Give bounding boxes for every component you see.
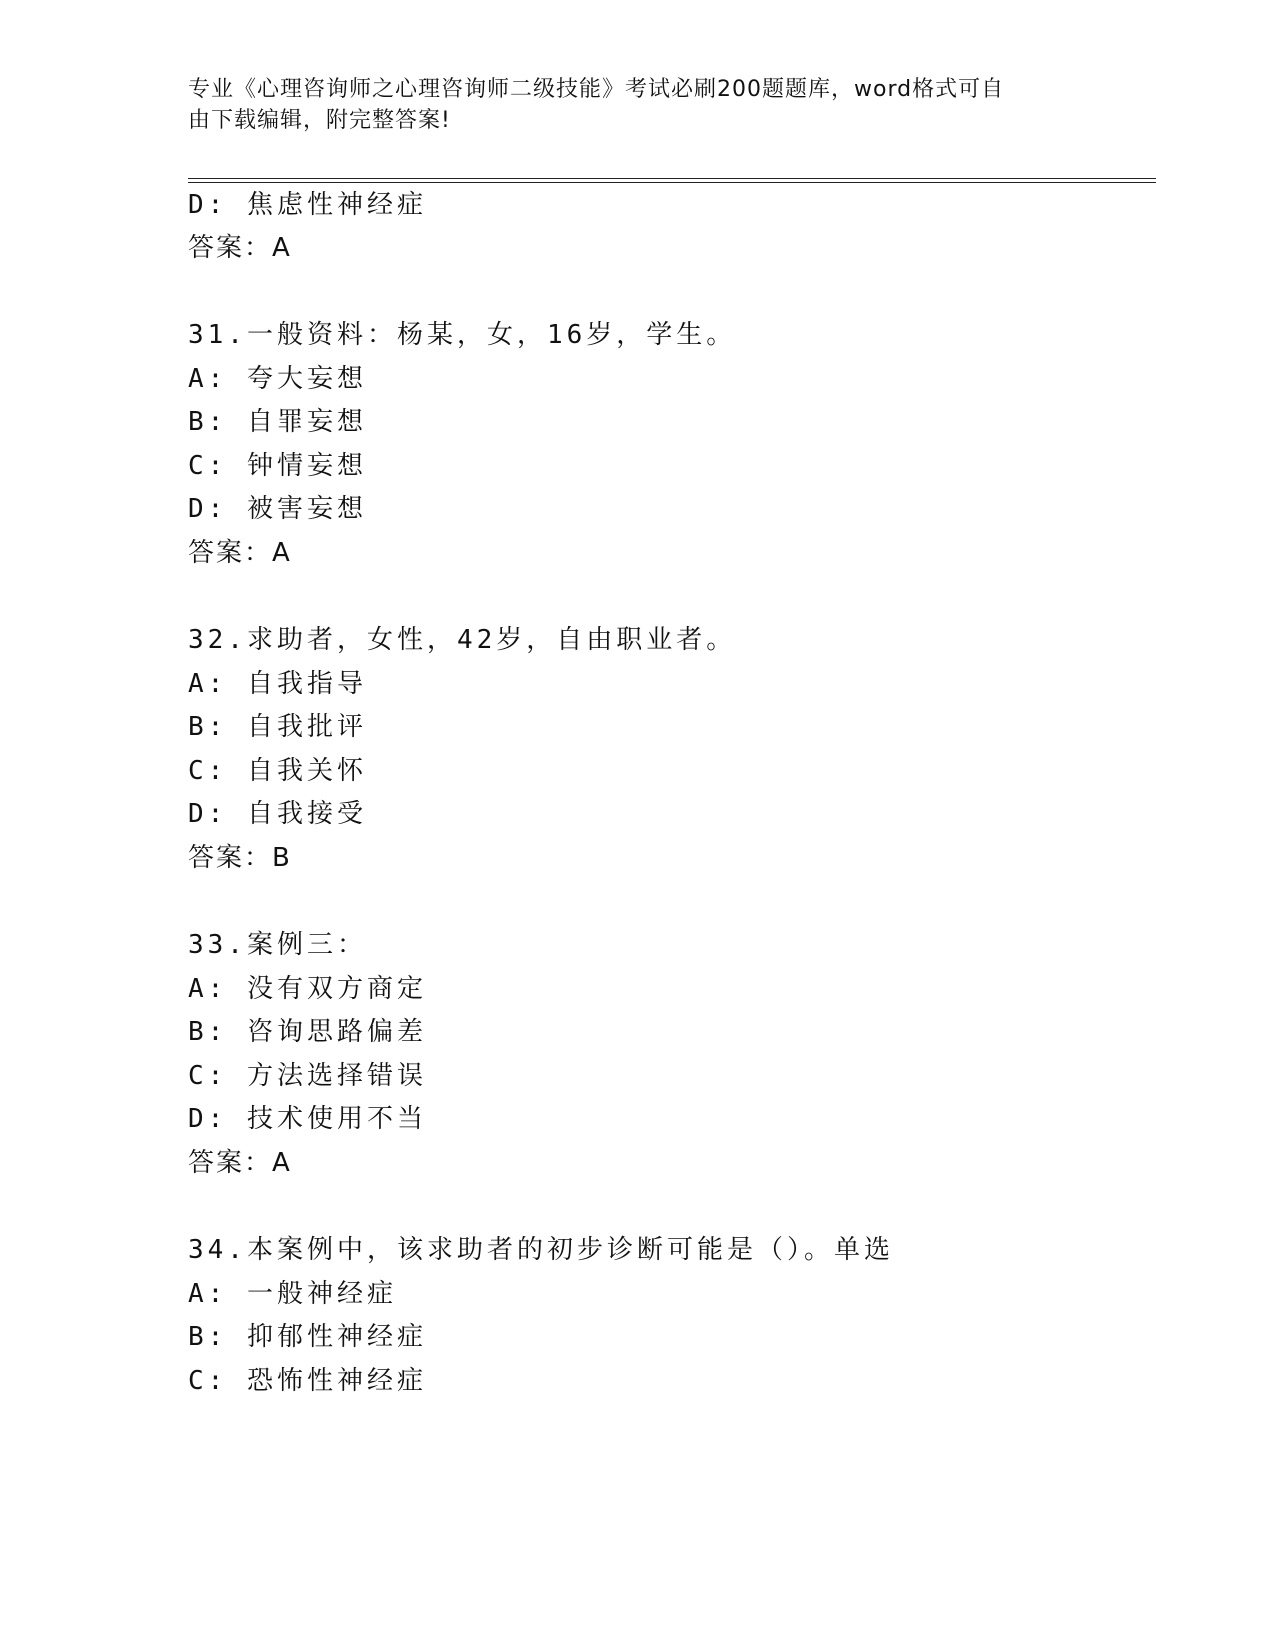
option-line: B: 自罪妄想	[188, 407, 367, 437]
answer-line: 答案：B	[188, 843, 292, 873]
answer-line: 答案：A	[188, 538, 292, 568]
option-line: D: 自我接受	[188, 799, 367, 829]
answer-line: 答案：A	[188, 1148, 292, 1178]
question-line: 32.求助者，女性，42岁，自由职业者。	[188, 625, 737, 655]
option-line: C: 恐怖性神经症	[188, 1366, 427, 1396]
option-line: B: 抑郁性神经症	[188, 1322, 427, 1352]
option-line: A: 一般神经症	[188, 1279, 397, 1309]
option-line: B: 咨询思路偏差	[188, 1017, 427, 1047]
header-divider-bottom	[188, 182, 1156, 183]
option-line: C: 自我关怀	[188, 756, 367, 786]
option-line: C: 钟情妄想	[188, 451, 367, 481]
option-line: D: 焦虑性神经症	[188, 190, 427, 220]
option-line: D: 被害妄想	[188, 494, 367, 524]
option-line: B: 自我批评	[188, 712, 367, 742]
question-line: 31.一般资料：杨某，女，16岁，学生。	[188, 320, 737, 350]
option-line: D: 技术使用不当	[188, 1104, 427, 1134]
answer-line: 答案：A	[188, 233, 292, 263]
option-line: C: 方法选择错误	[188, 1061, 427, 1091]
option-line: A: 没有双方商定	[188, 974, 427, 1004]
question-line: 33.案例三：	[188, 930, 367, 960]
option-line: A: 夸大妄想	[188, 364, 367, 394]
header-line-1: 专业《心理咨询师之心理咨询师二级技能》考试必刷200题题库，word格式可自	[188, 77, 1005, 102]
page-header	[188, 74, 1088, 136]
option-line: A: 自我指导	[188, 669, 367, 699]
header-divider-top	[188, 178, 1156, 179]
question-line: 34.本案例中，该求助者的初步诊断可能是（）。单选	[188, 1235, 894, 1265]
header-line-2: 由下载编辑，附完整答案!	[188, 108, 451, 133]
